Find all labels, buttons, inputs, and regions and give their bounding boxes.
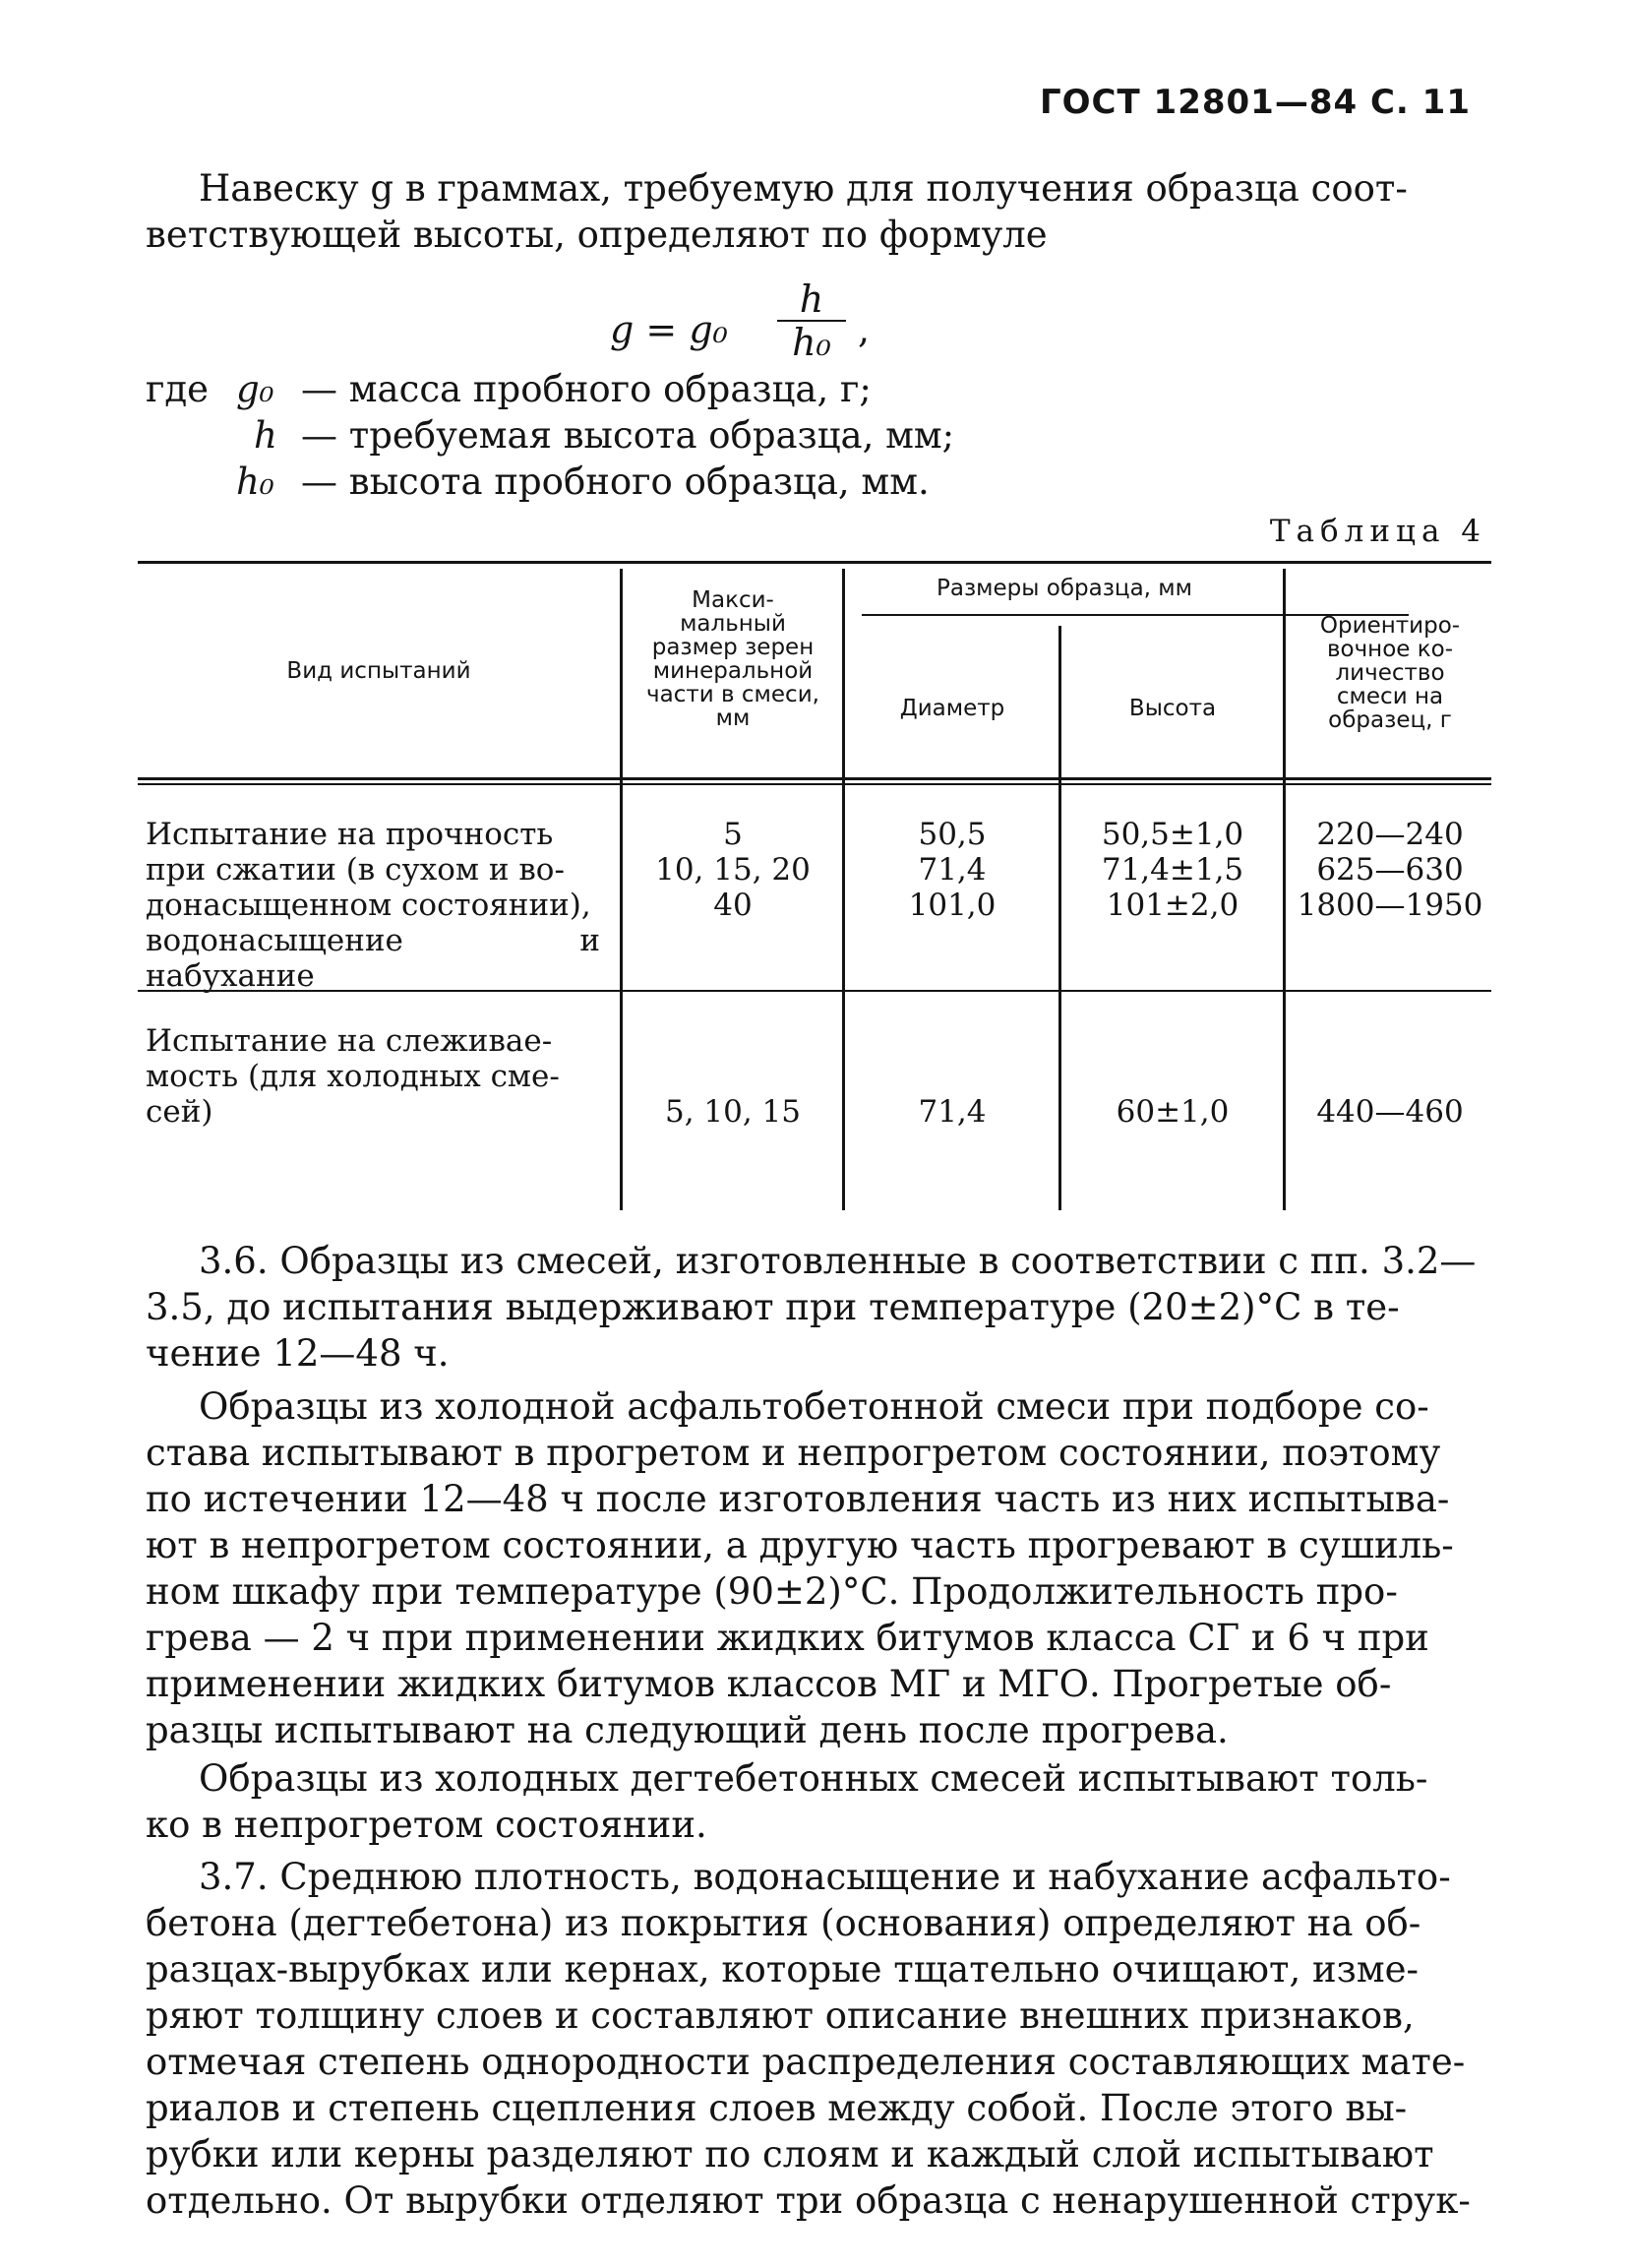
header-diameter: Диаметр xyxy=(899,696,1005,721)
paragraph-3-6 xyxy=(146,1238,1491,1377)
paragraph-line: ко в непрогретом состоянии. xyxy=(146,1804,707,1846)
definition-symbol: h xyxy=(254,414,277,457)
paragraph-line: отмечая степень однородности распределения составляющих мате- xyxy=(146,2041,1466,2083)
table-top-rule xyxy=(138,561,1491,564)
intro-line-1: Навеску g в граммах, требуемую для получения образца соот- xyxy=(199,167,1408,210)
header-rule-double xyxy=(138,783,1491,785)
formula-denominator: h₀ xyxy=(792,321,831,364)
intro-line-2: ветствующей высоты, определяют по формуле xyxy=(146,214,1048,256)
definition-text: — масса пробного образца, г; xyxy=(301,368,872,410)
paragraph-line: Образцы из холодной асфальтобетонной смеси при подборе со- xyxy=(199,1385,1429,1428)
paragraph-line: грева — 2 ч при применении жидких битумов класса СГ и 6 ч при xyxy=(146,1617,1429,1659)
paragraph-line: применении жидких битумов классов МГ и МГО. Прогретые об- xyxy=(146,1663,1392,1705)
definition-text: — высота пробного образца, мм. xyxy=(301,460,930,503)
definition-lead: где xyxy=(146,368,210,410)
formula-fraction xyxy=(777,277,846,364)
definition-symbol: g₀ xyxy=(236,368,274,410)
paragraph-line: ют в непрогретом состоянии, а другую часть прогревают в сушиль- xyxy=(146,1524,1454,1566)
paragraph-line: риалов и степень сцепления слоев между собой. После этого вы- xyxy=(146,2087,1408,2129)
formula-numerator: h xyxy=(799,277,824,321)
table-row-1-mixture: 220—240 625—630 1800—1950 xyxy=(1297,817,1483,923)
table-row-1-test-type: Испытание на прочность при сжатии (в сухом и во- донасыщенном состоянии), водонасыщение и набухание xyxy=(146,817,600,994)
definition-symbol: h₀ xyxy=(236,460,274,503)
paragraph-line: рубки или керны разделяют по слоям и каждый слой испытывают xyxy=(146,2133,1434,2176)
paragraph-line: разцы испытывают на следующий день после прогрева. xyxy=(146,1709,1229,1751)
header-sample-sizes: Размеры образца, мм xyxy=(936,576,1193,601)
definition-text: — требуемая высота образца, мм; xyxy=(301,414,955,457)
paragraph-line: ном шкафу при температуре (90±2)°С. Продолжительность про- xyxy=(146,1570,1398,1613)
paragraph-line: Образцы из холодных дегтебетонных смесей испытывают толь- xyxy=(199,1757,1428,1800)
header-rule xyxy=(138,777,1491,780)
paragraph-line: ряют толщину слоев и составляют описание внешних признаков, xyxy=(146,1994,1415,2037)
table-row-1-height: 50,5±1,0 71,4±1,5 101±2,0 xyxy=(1101,817,1244,923)
paragraph-line: отдельно. От вырубки отделяют три образца с ненарушенной струк- xyxy=(146,2179,1471,2222)
col-rule xyxy=(1058,626,1061,1210)
page-header: ГОСТ 12801—84 С. 11 xyxy=(1039,83,1471,122)
formula xyxy=(551,277,944,364)
formula-tail: , xyxy=(858,308,871,351)
table-row-2-diameter: 71,4 xyxy=(918,1094,987,1130)
header-mixture: Ориентиро- вочное ко- личество смеси на образец, г xyxy=(1319,613,1461,733)
table-row-2-max-grain: 5, 10, 15 xyxy=(664,1094,802,1130)
paragraph-line: бетона (дегтебетона) из покрытия (основания) определяют на об- xyxy=(146,1902,1421,1944)
header-max-grain: Макси- мальный размер зерен минеральной части в смеси, мм xyxy=(646,587,819,731)
header-height: Высота xyxy=(1128,696,1217,721)
table-row-2-mixture: 440—460 xyxy=(1316,1094,1464,1130)
table-row-2-height: 60±1,0 xyxy=(1116,1094,1230,1130)
paragraph-tar-mix xyxy=(146,1755,1491,1848)
paragraph-line: чение 12—48 ч. xyxy=(146,1332,450,1375)
paragraph-line: 3.7. Среднюю плотность, водонасыщение и набухание асфальто- xyxy=(199,1856,1451,1898)
paragraph-cold-mix xyxy=(146,1383,1491,1753)
paragraph-line: 3.6. Образцы из смесей, изготовленные в соответствии с пп. 3.2— xyxy=(199,1240,1477,1282)
table-row-1-max-grain: 5 10, 15, 20 40 xyxy=(655,817,811,923)
formula-lhs: g = g₀ xyxy=(610,308,728,351)
paragraph-3-7 xyxy=(146,1854,1491,2224)
table-caption: Таблица 4 xyxy=(1269,514,1486,549)
col-rule xyxy=(1283,569,1286,1210)
col-rule xyxy=(620,569,623,1210)
header-test-type: Вид испытаний xyxy=(286,658,471,684)
table-4 xyxy=(138,561,1491,1210)
paragraph-line: става испытывают в прогретом и непрогретом состоянии, поэтому xyxy=(146,1432,1441,1474)
col-rule xyxy=(842,569,845,1210)
paragraph-line: разцах-вырубках или кернах, которые тщательно очищают, изме- xyxy=(146,1948,1420,1991)
intro-paragraph xyxy=(146,165,1491,258)
table-row-2-test-type: Испытание на слеживае- мость (для холодных сме- сей) xyxy=(146,1023,560,1130)
paragraph-line: 3.5, до испытания выдерживают при температуре (20±2)°С в те- xyxy=(146,1286,1400,1328)
table-row-1-diameter: 50,5 71,4 101,0 xyxy=(908,817,997,923)
paragraph-line: по истечении 12—48 ч после изготовления часть из них испытыва- xyxy=(146,1478,1450,1520)
